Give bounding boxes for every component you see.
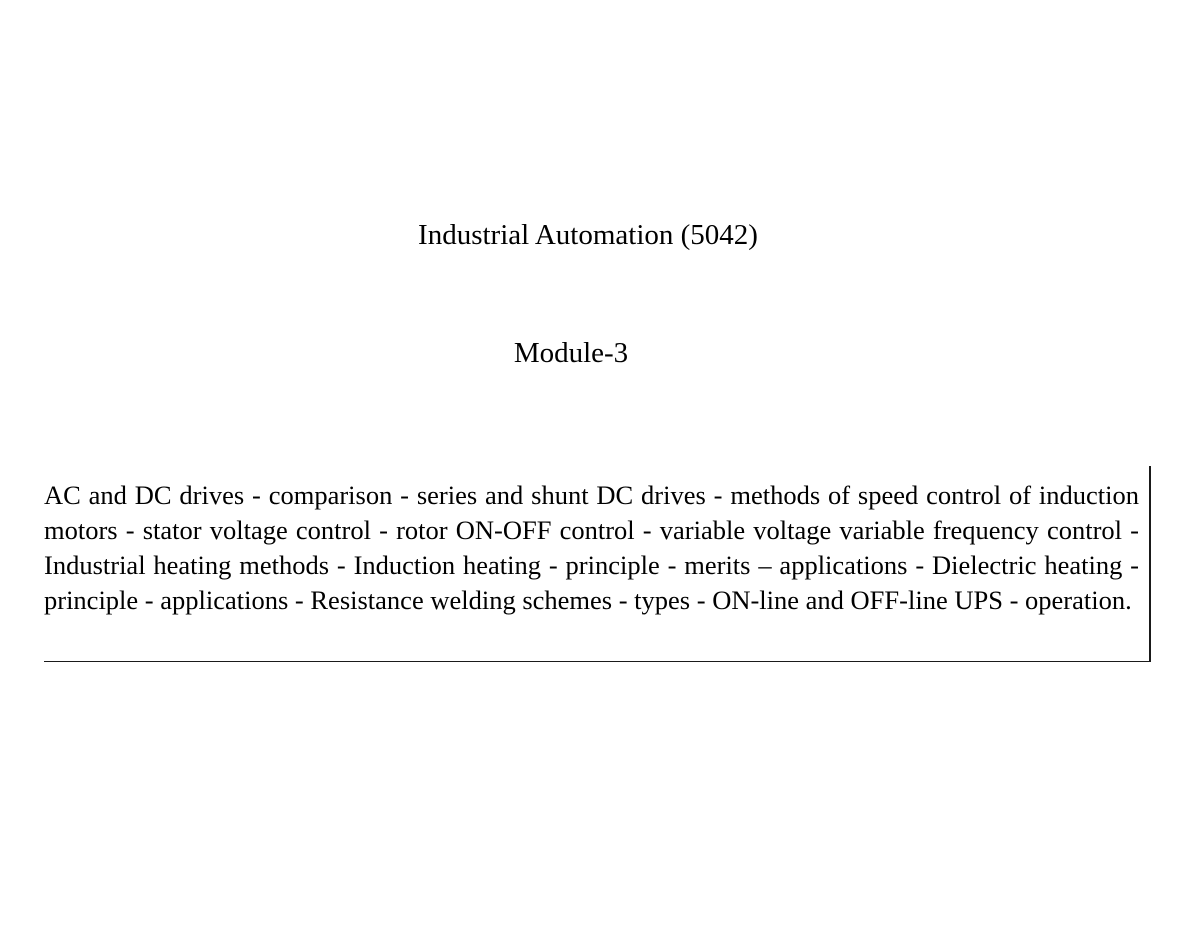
syllabus-text: AC and DC drives - comparison - series and shunt DC drives - methods of speed control of induction motors - stator voltage control - rotor ON-OFF control - variable voltage variable frequency control - Industrial heating methods - Induction heating - principle - merits – applications - Dielectric heating - principle - applications - Resistance welding schemes - types - ON-line and OFF-line UPS - operation. <box>44 480 1139 615</box>
syllabus-box <box>44 466 1151 662</box>
course-title: Industrial Automation (5042) <box>418 219 758 251</box>
module-title: Module-3 <box>513 337 629 369</box>
